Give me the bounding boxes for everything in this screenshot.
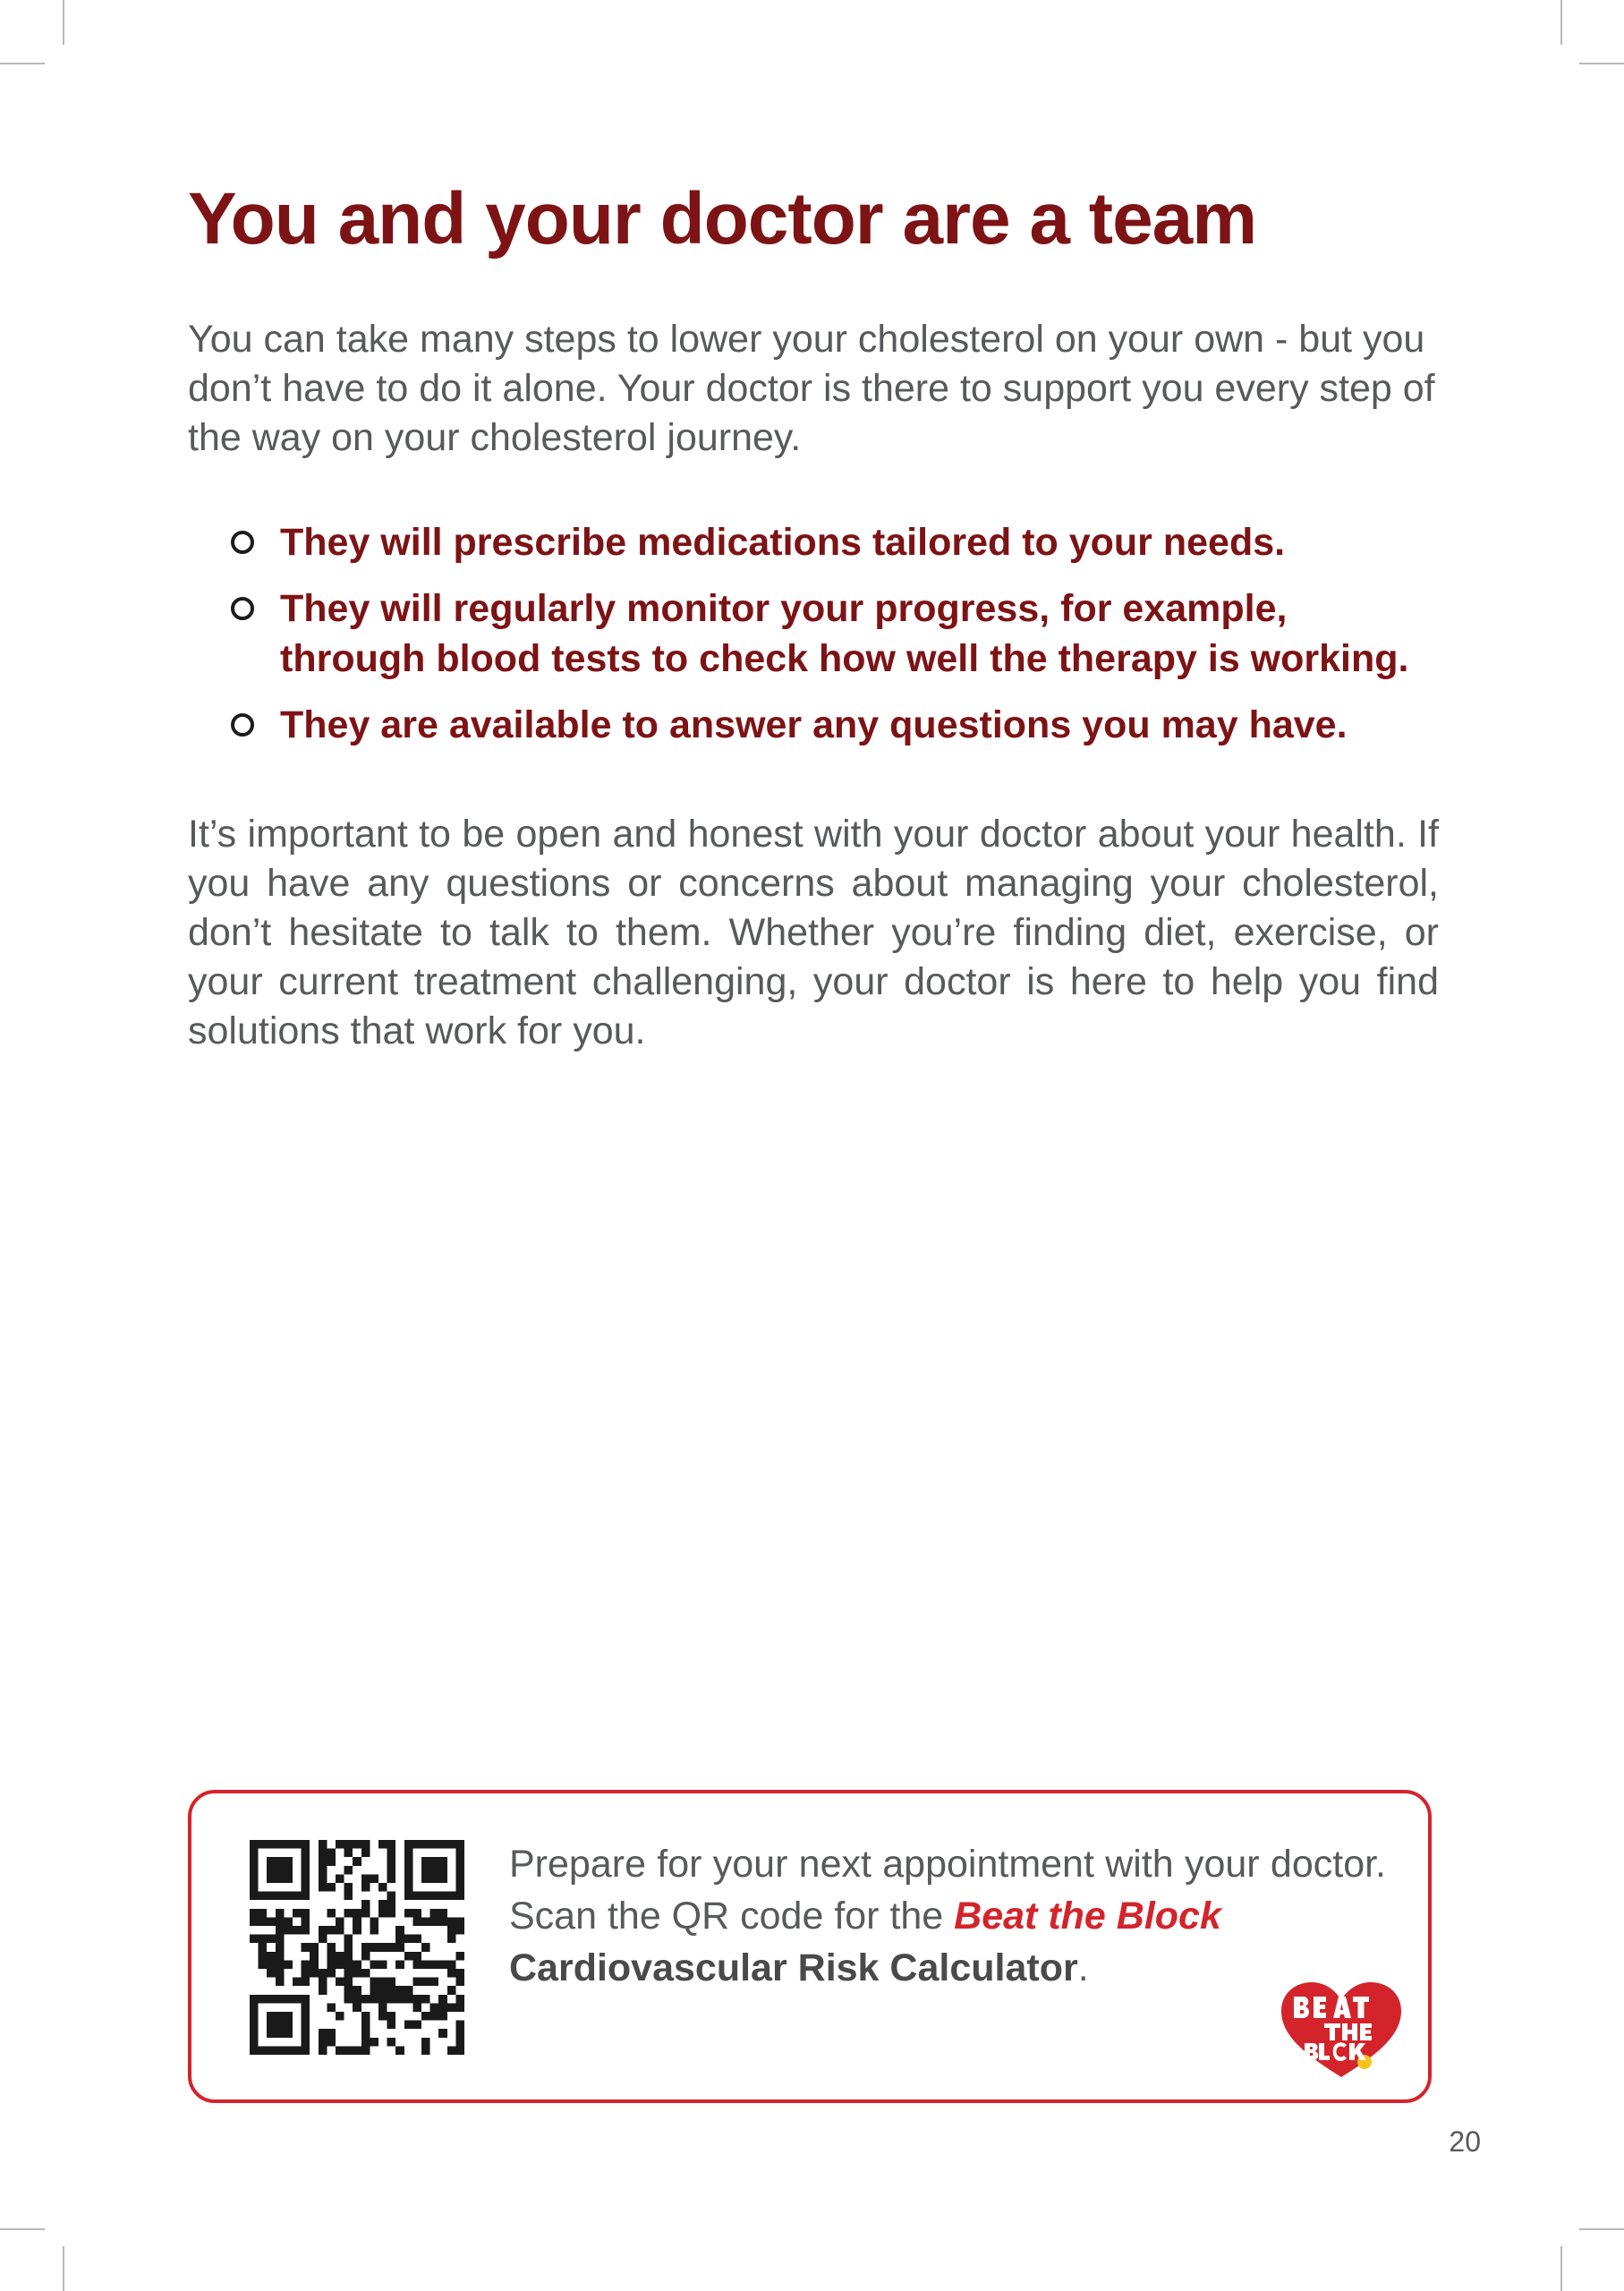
calculator-name: Cardiovascular Risk Calculator [509, 1946, 1078, 1989]
qr-code-icon[interactable] [250, 1840, 464, 2055]
crop-mark [1560, 2246, 1562, 2291]
list-item-text: They will regularly monitor your progress, for example, through blood tests to check how well the therapy is working. [280, 587, 1409, 680]
page-number: 20 [1449, 2125, 1481, 2158]
crop-mark [1560, 0, 1562, 45]
support-list [224, 517, 1441, 766]
crop-mark [0, 2228, 45, 2230]
circle-bullet-icon [231, 713, 254, 737]
page-title: You and your doctor are a team [188, 178, 1257, 260]
callout-text [509, 1838, 1386, 1994]
crop-mark [63, 2246, 64, 2291]
list-item-text: They will prescribe medications tailored to your needs. [280, 521, 1286, 564]
list-item [224, 517, 1441, 567]
circle-bullet-icon [231, 597, 254, 620]
intro-paragraph: You can take many steps to lower your cholesterol on your own - but you don’t have to do it alone. Your doctor is there to support you every step of the way on your cholesterol journey. [188, 318, 1435, 459]
crop-mark [1579, 2228, 1624, 2230]
callout-text-lead: Prepare for your next appointment with your doctor. Scan the QR code for the [509, 1843, 1386, 1938]
calculator-callout-box [188, 1790, 1432, 2103]
crop-mark [1579, 63, 1624, 64]
list-item [224, 583, 1441, 684]
callout-text-end: . [1077, 1946, 1089, 1989]
crop-mark [0, 63, 45, 64]
list-item [224, 700, 1441, 750]
body-paragraph: It’s important to be open and honest with your doctor about your health. If you have any questions or concerns about managing your cholesterol, don’t hesitate to talk to them. Whether you’re finding diet, exercise, or your current treatment challenging, your doctor is here to help you find solutions that work for you. [188, 813, 1439, 1052]
circle-bullet-icon [231, 531, 254, 554]
beat-the-block-logo [1274, 1977, 1408, 2084]
brand-name: Beat the Block [954, 1895, 1221, 1938]
list-item-text: They are available to answer any questions you may have. [280, 703, 1348, 746]
crop-mark [63, 0, 64, 45]
